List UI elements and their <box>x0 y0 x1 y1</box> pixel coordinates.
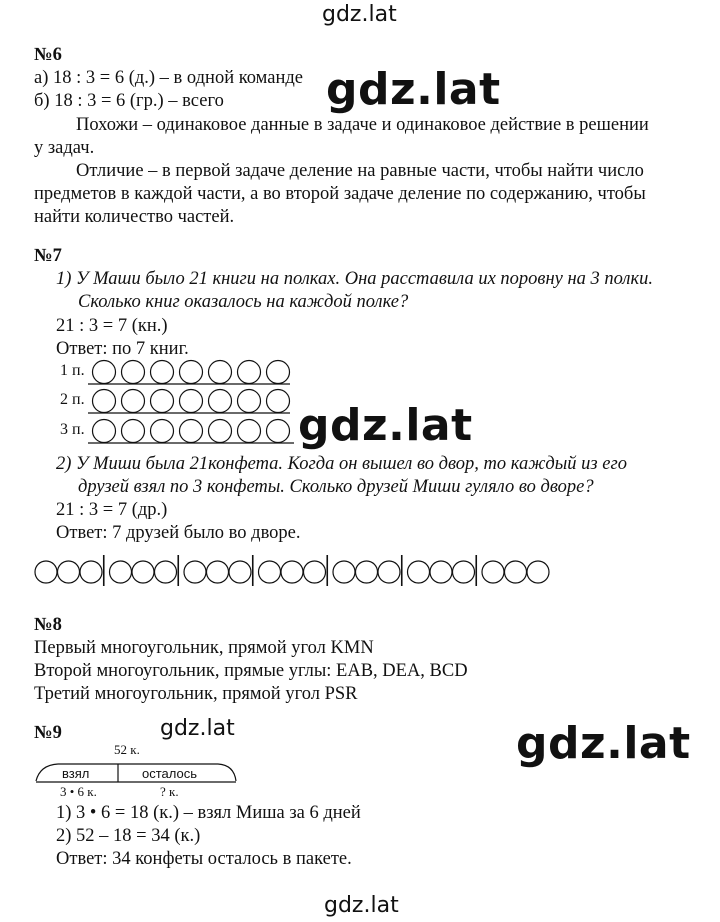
watermark-large-3: gdz.lat <box>516 718 691 769</box>
task7-problem1-line1: 1) У Маши было 21 книги на полках. Она расставила их поровну на 3 полки. <box>56 269 654 289</box>
candy-circle <box>408 561 430 583</box>
book-circle <box>267 361 290 384</box>
task7-problem2-answer: Ответ: 7 друзей было во дворе. <box>56 523 301 543</box>
candy-circle <box>132 561 154 583</box>
book-circle <box>180 390 203 413</box>
candy-circle <box>229 561 251 583</box>
candy-circle <box>80 561 102 583</box>
candy-circle <box>453 561 475 583</box>
shelf-label-3: 3 п. <box>60 421 85 438</box>
task8-line2: Второй многоугольник, прямые углы: EAB, DEA, BCD <box>34 661 468 681</box>
book-circle <box>267 420 290 443</box>
task7-problem1-line2: Сколько книг оказалось на каждой полке? <box>78 292 409 312</box>
task6-similar-2: у задач. <box>34 138 95 158</box>
book-circle <box>209 361 232 384</box>
segment-took-value: 3 • 6 к. <box>60 784 97 799</box>
candy-groups-diagram <box>35 555 549 586</box>
shelf-label-2: 2 п. <box>60 391 85 408</box>
segment-left-arc <box>36 764 58 781</box>
book-circle <box>122 361 145 384</box>
task7-problem2-line1: 2) У Миши была 21конфета. Когда он вышел во двор, то каждый из его <box>56 454 627 474</box>
watermark-small-mid: gdz.lat <box>160 716 235 741</box>
task7-problem2-calc: 21 : 3 = 7 (др.) <box>56 500 168 520</box>
task7-problem1-calc: 21 : 3 = 7 (кн.) <box>56 316 168 336</box>
candy-circle <box>58 561 80 583</box>
book-circle <box>122 420 145 443</box>
candy-circle <box>482 561 504 583</box>
candy-circle <box>110 561 132 583</box>
task9-step1: 1) 3 • 6 = 18 (к.) – взял Миша за 6 дней <box>56 803 361 823</box>
task8-heading: №8 <box>34 615 62 635</box>
candy-circle <box>378 561 400 583</box>
task7-problem1-answer: Ответ: по 7 книг. <box>56 339 189 359</box>
book-circle <box>93 390 116 413</box>
candy-circle <box>356 561 378 583</box>
task9-heading: №9 <box>34 723 62 743</box>
task7-problem2-line2: друзей взял по 3 конфеты. Сколько друзей Миши гуляло во дворе? <box>78 477 594 497</box>
task6-diff-1: Отличие – в первой задаче деление на равные части, чтобы найти число <box>76 161 644 181</box>
watermark-large-2: gdz.lat <box>298 400 473 451</box>
candy-circle <box>259 561 281 583</box>
task7-heading: №7 <box>34 246 62 266</box>
book-circle <box>209 390 232 413</box>
segment-total-label: 52 к. <box>114 742 140 757</box>
task8-line3: Третий многоугольник, прямой угол PSR <box>34 684 358 704</box>
task6-diff-3: найти количество частей. <box>34 207 235 227</box>
task6-diff-2: предметов в каждой части, а во второй задаче деление по содержанию, чтобы <box>34 184 646 204</box>
task8-line1: Первый многоугольник, прямой угол KMN <box>34 638 374 658</box>
book-circle <box>238 390 261 413</box>
book-circle <box>238 420 261 443</box>
book-circle <box>151 390 174 413</box>
book-circle <box>267 390 290 413</box>
task9-step2: 2) 52 – 18 = 34 (к.) <box>56 826 201 846</box>
watermark-bottom: gdz.lat <box>324 893 399 918</box>
book-circle <box>93 420 116 443</box>
candy-circle <box>527 561 549 583</box>
task6-similar-1: Похожи – одинаковое данные в задаче и одинаковое действие в решении <box>76 115 649 135</box>
segment-left-value: ? к. <box>160 784 179 799</box>
book-circle <box>151 420 174 443</box>
candy-circle <box>304 561 326 583</box>
candy-circle <box>35 561 57 583</box>
book-circle <box>209 420 232 443</box>
book-circle <box>151 361 174 384</box>
task6-line-a: а) 18 : 3 = 6 (д.) – в одной команде <box>34 68 303 88</box>
book-circle <box>238 361 261 384</box>
candy-circle <box>505 561 527 583</box>
candy-circle <box>155 561 177 583</box>
candy-circle <box>184 561 206 583</box>
task6-heading: №6 <box>34 45 62 65</box>
segment-took-label: взял <box>62 766 90 781</box>
book-circle <box>122 390 145 413</box>
candy-circle <box>207 561 229 583</box>
candy-circle <box>281 561 303 583</box>
segment-left-label: осталось <box>142 766 198 781</box>
candy-circle <box>430 561 452 583</box>
shelf-label-1: 1 п. <box>60 362 85 379</box>
candy-circle <box>333 561 355 583</box>
book-circle <box>93 361 116 384</box>
task9-answer: Ответ: 34 конфеты осталось в пакете. <box>56 849 352 869</box>
task6-line-b: б) 18 : 3 = 6 (гр.) – всего <box>34 91 224 111</box>
watermark-top: gdz.lat <box>322 2 397 27</box>
segment-right-arc <box>218 764 236 781</box>
book-circle <box>180 361 203 384</box>
watermark-large-1: gdz.lat <box>326 64 501 115</box>
shelves-diagram <box>88 361 294 444</box>
book-circle <box>180 420 203 443</box>
